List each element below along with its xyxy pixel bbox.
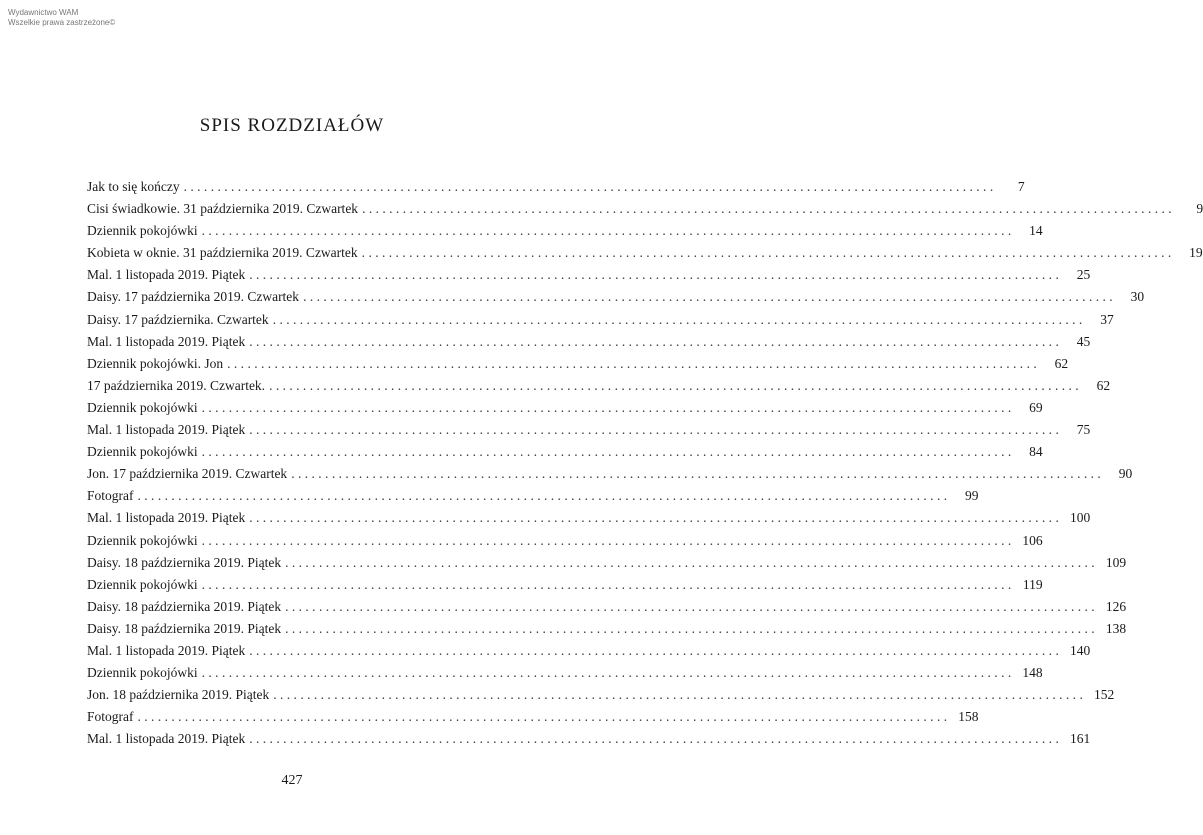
toc-entry-title: Daisy. 17 października. Czwartek [87,311,269,327]
toc-leader-dots: ........................................................................................................................ [183,179,997,194]
publisher-name: Wydawnictwo WAM [8,8,79,17]
toc-leader-dots: ........................................................................................................................ [249,422,1063,438]
toc-entry-title: Mal. 1 listopada 2019. Piątek [87,333,246,349]
toc-entry [87,662,1043,684]
toc-entry-page: 158 [958,709,979,725]
toc-entry [87,596,1127,618]
toc-entry-title: Dziennik pokojówki [87,444,198,460]
toc-entry-page: 138 [1105,620,1127,636]
toc-entry [87,441,1043,463]
toc-leader-dots: ........................................................................................................................ [201,665,1015,681]
toc-entry [87,220,1043,242]
rights-notice: Wszelkie prawa zastrzeżone© [8,18,116,27]
toc-entry-page: 99 [965,488,979,504]
toc-leader-dots: ........................................................................................................................ [201,399,1015,415]
toc-leader-dots: ........................................................................................................................ [273,687,1087,703]
toc-entry-page: 148 [1022,665,1043,681]
toc-entry-page: 37 [1100,311,1114,327]
toc-entry-title: Mal. 1 listopada 2019. Piątek [87,642,246,658]
toc-entry-title: Daisy. 18 października 2019. Piątek [87,554,282,570]
toc-entry-page: 109 [1105,554,1127,570]
toc-entry [87,375,1111,397]
toc-entry [87,419,1091,441]
toc-entry-title: Dziennik pokojówki [87,576,198,592]
toc-entry [87,574,1043,596]
toc-entry [87,353,1069,375]
toc-leader-dots: ........................................................................................................................ [249,267,1063,283]
toc-leader-dots: ........................................................................................................................ [303,289,1117,305]
toc-entry-title: Daisy. 17 października 2019. Czwartek [87,289,300,305]
toc-entry-title: Mal. 1 listopada 2019. Piątek [87,422,246,438]
toc-entry-title: Jak to się kończy [87,179,180,194]
toc-entry-page: 19 [1189,245,1203,261]
toc-entry-page: 75 [1076,422,1091,438]
page-number: 427 [281,773,303,788]
toc-entry-page: 25 [1076,267,1091,283]
toc-entry-page: 90 [1118,466,1133,482]
toc-leader-dots: ........................................................................................................................ [269,377,1083,393]
toc-entry-title: Mal. 1 listopada 2019. Piątek [87,731,246,747]
toc-entry-title: Dziennik pokojówki [87,223,198,239]
toc-entry [87,552,1127,574]
toc-entry-title: Fotograf [87,709,134,725]
toc-entry [87,485,979,507]
toc-entry [87,397,1043,419]
toc-entry-title: Dziennik pokojówki. Jon [87,355,224,371]
toc-entry-title: Jon. 18 października 2019. Piątek [87,687,270,703]
toc-entry [87,507,1091,529]
toc-entry-title: Dziennik pokojówki [87,532,198,548]
toc-entry-page: 140 [1069,642,1091,658]
toc-entry-title: Jon. 17 października 2019. Czwartek [87,466,288,482]
toc-entry [87,176,1025,198]
toc-entry-title: Daisy. 18 października 2019. Piątek [87,620,282,636]
toc-entry-page: 62 [1054,355,1069,371]
toc-entry-page: 30 [1130,289,1145,305]
toc-entry [87,640,1091,662]
toc-leader-dots: ........................................................................................................................ [285,620,1099,636]
toc-leader-dots: ........................................................................................................................ [285,598,1099,614]
toc-entry-title: Mal. 1 listopada 2019. Piątek [87,267,246,283]
toc-leader-dots: ........................................................................................................................ [361,245,1175,261]
toc-leader-dots: ........................................................................................................................ [201,444,1015,460]
toc-leader-dots: ........................................................................................................................ [272,311,1086,327]
toc-entry-page: 161 [1069,731,1091,747]
toc-entry-title: Dziennik pokojówki [87,399,198,415]
toc-leader-dots: ........................................................................................................................ [291,466,1105,482]
toc-entry [87,530,1043,552]
toc-entry-page: 45 [1076,333,1091,349]
toc-entry-page: 126 [1105,598,1127,614]
toc-entry [87,309,1114,331]
toc-entry [87,463,1133,485]
toc-leader-dots: ........................................................................................................................ [249,642,1063,658]
toc-leader-dots: ........................................................................................................................ [137,709,951,725]
toc-leader-dots: ........................................................................................................................ [249,510,1063,526]
toc-entry [87,728,1091,750]
toc-entry [87,618,1127,640]
toc-entry [87,198,1203,220]
toc-leader-dots: ........................................................................................................................ [201,223,1015,239]
toc-entry-page: 84 [1029,444,1043,460]
toc-entry-title: Daisy. 18 października 2019. Piątek [87,598,282,614]
toc-entry [87,706,979,728]
toc-entry-title: Kobieta w oknie. 31 października 2019. Czwartek [87,245,358,261]
toc-entry-page: 119 [1022,576,1043,592]
toc-leader-dots: ........................................................................................................................ [227,355,1041,371]
toc-entry-page: 106 [1022,532,1043,548]
toc-leader-dots: ........................................................................................................................ [249,333,1063,349]
toc-entry [87,684,1115,706]
toc-entry-page: 9 [1196,201,1203,217]
toc-entry-title: Dziennik pokojówki [87,665,198,681]
toc-entry-page: 152 [1093,687,1115,703]
toc-entry [87,264,1091,286]
toc-leader-dots: ........................................................................................................................ [137,488,951,504]
toc-leader-dots: ........................................................................................................................ [285,554,1099,570]
toc-entry [87,286,1145,308]
table-of-contents [87,176,1203,750]
toc-entry-page: 14 [1029,223,1043,239]
toc-entry [87,331,1091,353]
toc-entry-page: 62 [1096,377,1111,393]
toc-leader-dots: ........................................................................................................................ [201,532,1015,548]
toc-entry-title: 17 października 2019. Czwartek. [87,377,266,393]
page-title: SPIS ROZDZIAŁÓW [199,115,385,136]
toc-entry-title: Fotograf [87,488,134,504]
publisher-note [8,8,115,28]
toc-leader-dots: ........................................................................................................................ [362,201,1176,217]
toc-entry-page: 100 [1069,510,1091,526]
toc-entry-title: Mal. 1 listopada 2019. Piątek [87,510,246,526]
toc-entry-page: 7 [1017,179,1025,194]
toc-entry-page: 69 [1029,399,1043,415]
toc-leader-dots: ........................................................................................................................ [201,576,1015,592]
toc-leader-dots: ........................................................................................................................ [249,731,1063,747]
toc-entry-title: Cisi świadkowie. 31 października 2019. Czwartek [87,201,359,217]
toc-entry [87,242,1203,264]
